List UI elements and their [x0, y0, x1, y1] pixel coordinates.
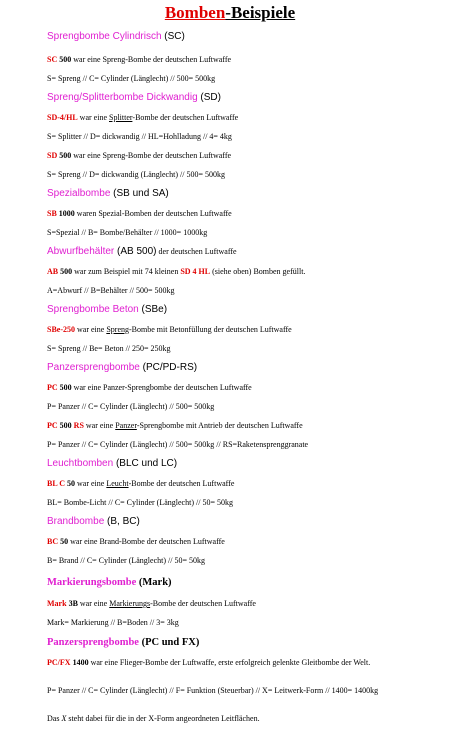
- description-bc-50: BC 50 war eine Brand-Bombe der deutschen Luftwaffe: [47, 537, 225, 546]
- description-pc-500: PC 500 war eine Panzer-Sprengbombe der deutschen Luftwaffe: [47, 383, 252, 392]
- abbreviation-sd-4hl: S= Splitter // D= dickwandig // HL=Hohlladung // 4= 4kg: [47, 132, 232, 141]
- section-heading-pc: Panzersprengbombe (PC/PD-RS): [47, 362, 198, 373]
- section-heading-sd: Spreng/Splitterbombe Dickwandig (SD): [47, 92, 221, 103]
- section-heading-blc: Leuchtbomben (BLC und LC): [47, 458, 178, 469]
- abbreviation-sbe-250: S= Spreng // Be= Beton // 250= 250kg: [47, 344, 171, 353]
- note-x-form: Das X steht dabei für die in der X-Form angeordneten Leitflächen.: [47, 714, 260, 723]
- description-pc-500-rs: PC 500 RS war eine Panzer-Sprengbombe mit Antrieb der deutschen Luftwaffe: [47, 421, 303, 430]
- section-heading-ab: Abwurfbehälter (AB 500) der deutschen Luftwaffe: [47, 246, 237, 257]
- abbreviation-pc-500-rs: P= Panzer // C= Cylinder (Länglecht) // 500= 500kg // RS=Raketensprenggranate: [47, 440, 309, 449]
- description-bl-c-50: BL C 50 war eine Leucht-Bombe der deutschen Luftwaffe: [47, 479, 235, 488]
- section-heading-pc-fx: Panzersprengbombe (PC und FX): [47, 637, 200, 648]
- description-mark-3b: Mark 3B war eine Markierungs-Bombe der deutschen Luftwaffe: [47, 599, 256, 608]
- description-sb-1000: SB 1000 waren Spezial-Bomben der deutschen Luftwaffe: [47, 209, 232, 218]
- description-sd-4hl: SD-4/HL war eine Splitter-Bombe der deutschen Luftwaffe: [47, 113, 239, 122]
- description-ab-500: AB 500 war zum Beispiel mit 74 kleinen SD 4 HL (siehe oben) Bomben gefüllt.: [47, 267, 306, 276]
- section-heading-sb: Spezialbombe (SB und SA): [47, 188, 169, 199]
- description-pc-fx-1400: PC/FX 1400 war eine Flieger-Bombe der Luftwaffe, erste erfolgreich gelenkte Gleitbombe der Welt.: [47, 658, 371, 667]
- description-sbe-250: SBe-250 war eine Spreng-Bombe mit Betonfüllung der deutschen Luftwaffe: [47, 325, 292, 334]
- abbreviation-bl-c-50: BL= Bombe-Licht // C= Cylinder (Länglecht) // 50= 50kg: [47, 498, 233, 507]
- abbreviation-pc-fx-1400: P= Panzer // C= Cylinder (Länglecht) // F= Funktion (Steuerbar) // X= Leitwerk-Form // 1400= 1400kg: [47, 686, 379, 695]
- abbreviation-sc-500: S= Spreng // C= Cylinder (Länglecht) // 500= 500kg: [47, 74, 216, 83]
- title-beispiele: -Beispiele: [225, 3, 296, 22]
- description-sd-500: SD 500 war eine Spreng-Bombe der deutschen Luftwaffe: [47, 151, 232, 160]
- abbreviation-mark-3b: Mark= Markierung // B=Boden // 3= 3kg: [47, 618, 179, 627]
- abbreviation-bc-50: B= Brand // C= Cylinder (Länglecht) // 50= 50kg: [47, 556, 205, 565]
- description-sc-500: SC 500 war eine Spreng-Bombe der deutschen Luftwaffe: [47, 55, 232, 64]
- page-title: [0, 3, 460, 23]
- abbreviation-ab-500: A=Abwurf // B=Behälter // 500= 500kg: [47, 286, 175, 295]
- section-heading-sc: Sprengbombe Cylindrisch (SC): [47, 31, 185, 42]
- abbreviation-sd-500: S= Spreng // D= dickwandig (Länglecht) // 500= 500kg: [47, 170, 225, 179]
- section-heading-mark: Markierungsbombe (Mark): [47, 577, 172, 588]
- abbreviation-pc-500: P= Panzer // C= Cylinder (Länglecht) // 500= 500kg: [47, 402, 215, 411]
- section-heading-bc: Brandbombe (B, BC): [47, 516, 140, 527]
- section-heading-sbe: Sprengbombe Beton (SBe): [47, 304, 168, 315]
- title-bomben: Bomben: [164, 3, 226, 22]
- abbreviation-sb-1000: S=Spezial // B= Bombe/Behälter // 1000= 1000kg: [47, 228, 208, 237]
